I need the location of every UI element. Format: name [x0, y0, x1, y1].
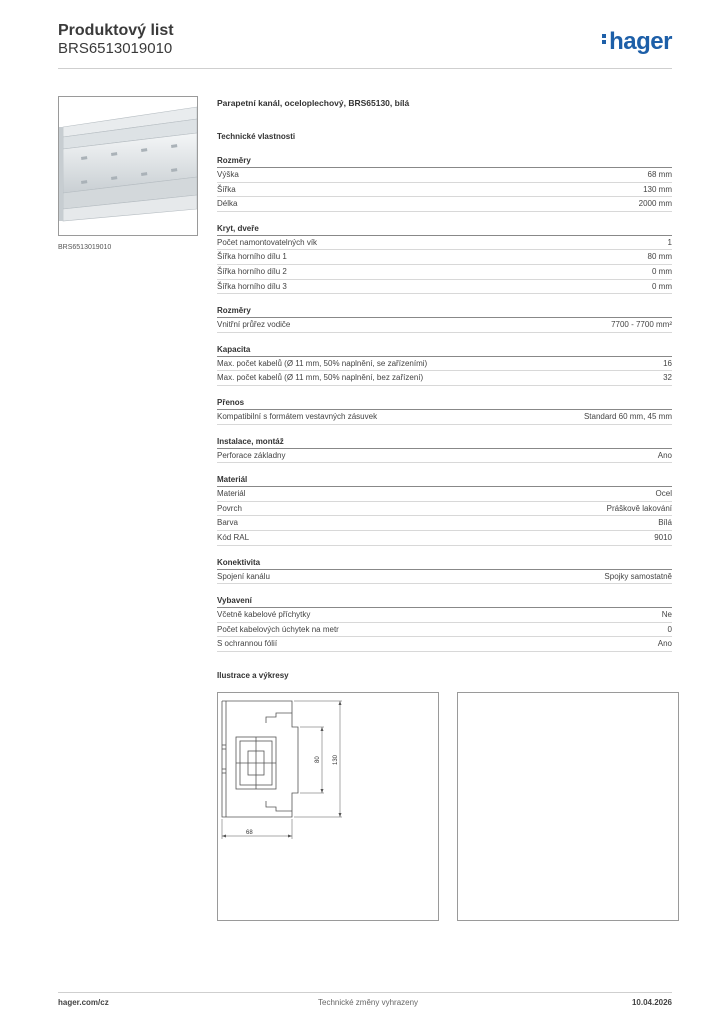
spec-row: [217, 608, 672, 623]
dim-width-label: 68: [246, 830, 253, 836]
section-heading: Vybavení: [217, 594, 672, 608]
spec-label: Šířka horního dílu 1: [217, 252, 287, 262]
spec-label: Počet kabelových úchytek na metr: [217, 624, 339, 634]
spec-value: 0: [667, 624, 672, 634]
spec-label: Šířka horního dílu 3: [217, 281, 287, 291]
spec-label: Max. počet kabelů (Ø 11 mm, 50% naplnění, bez zařízení): [217, 373, 424, 383]
spec-row: [217, 410, 672, 425]
spec-value: Ano: [657, 639, 672, 649]
spec-row: [217, 487, 672, 502]
dim-inner-label: 80: [315, 756, 321, 763]
spec-label: Kompatibilní s formátem vestavných zásuvek: [217, 411, 378, 421]
footer-divider: [58, 992, 672, 993]
spec-row: [217, 236, 672, 251]
section-heading: Rozměry: [217, 154, 672, 168]
spec-value: Bílá: [658, 518, 672, 528]
hager-logo: [602, 28, 672, 56]
footer-date: 10.04.2026: [631, 998, 672, 1007]
spec-label: Délka: [217, 199, 238, 209]
spec-row: [217, 168, 672, 183]
spec-value: Spojky samostatně: [604, 571, 672, 581]
spec-label: Šířka: [217, 184, 236, 194]
spec-value: Ocel: [655, 489, 672, 499]
spec-sections: [217, 154, 672, 652]
spec-row: [217, 371, 672, 386]
drawing-box: [217, 692, 439, 921]
spec-value: Ano: [657, 450, 672, 460]
spec-row: [217, 197, 672, 212]
drawing-box-empty: [457, 692, 679, 921]
spec-label: Výška: [217, 170, 239, 179]
photo-caption: BRS6513019010: [58, 244, 112, 251]
spec-row: [217, 637, 672, 652]
footer-notice: Technické změny vyhrazeny: [318, 998, 419, 1007]
spec-value: 1: [667, 237, 672, 247]
technical-properties-title: Technické vlastnosti: [217, 132, 296, 141]
spec-row: [217, 570, 672, 585]
dim-height-label: 130: [333, 754, 339, 765]
footer-website[interactable]: hager.com/cz: [58, 998, 109, 1007]
spec-label: Včetně kabelové příchytky: [217, 610, 311, 620]
product-name: Parapetní kanál, oceloplechový, BRS65130, bílá: [217, 98, 410, 108]
spec-row: [217, 280, 672, 295]
product-photo: [58, 96, 198, 236]
spec-label: Max. počet kabelů (Ø 11 mm, 50% naplnění, se zařízeními): [217, 358, 428, 368]
article-number: BRS6513019010: [58, 40, 173, 57]
spec-label: Spojení kanálu: [217, 571, 270, 581]
spec-value: 68 mm: [647, 170, 672, 179]
section-heading: Instalace, montáž: [217, 435, 672, 449]
section-heading: Kapacita: [217, 343, 672, 357]
spec-value: 130 mm: [643, 184, 672, 194]
spec-value: 0 mm: [652, 281, 672, 291]
spec-value: Standard 60 mm, 45 mm: [583, 411, 672, 421]
logo-dots-icon: [602, 32, 607, 46]
section-heading: Konektivita: [217, 556, 672, 570]
spec-row: [217, 250, 672, 265]
section-heading: Kryt, dveře: [217, 222, 672, 236]
spec-row: [217, 516, 672, 531]
spec-value: 0 mm: [652, 266, 672, 276]
section-heading: Materiál: [217, 473, 672, 487]
spec-row: [217, 449, 672, 464]
spec-label: S ochrannou fólií: [217, 639, 278, 649]
cross-section-drawing: [218, 693, 438, 920]
spec-row: [217, 357, 672, 372]
spec-label: Barva: [217, 518, 238, 528]
spec-row: [217, 318, 672, 333]
spec-value: Práškově lakování: [606, 503, 672, 513]
spec-row: [217, 183, 672, 198]
illustrations-title: Ilustrace a výkresy: [217, 671, 289, 680]
spec-value: 9010: [654, 532, 672, 542]
spec-row: [217, 531, 672, 546]
spec-row: [217, 502, 672, 517]
spec-value: 80 mm: [647, 252, 672, 262]
cable-duct-image-icon: [59, 97, 197, 235]
spec-label: Materiál: [217, 489, 246, 499]
spec-label: Šířka horního dílu 2: [217, 266, 287, 276]
spec-value: 7700 - 7700 mm²: [611, 320, 672, 330]
spec-label: Vnitřní průřez vodiče: [217, 320, 291, 330]
logo-text: hager: [609, 28, 672, 55]
header-divider: [58, 68, 672, 69]
spec-row: [217, 265, 672, 280]
spec-value: 16: [663, 358, 672, 368]
section-heading: Rozměry: [217, 304, 672, 318]
spec-value: 32: [663, 373, 672, 383]
spec-label: Povrch: [217, 503, 242, 513]
spec-label: Počet namontovatelných vík: [217, 237, 318, 247]
spec-label: Kód RAL: [217, 532, 250, 542]
spec-label: Perforace základny: [217, 450, 286, 460]
page-title: Produktový list: [58, 22, 174, 39]
spec-value: 2000 mm: [638, 199, 672, 209]
spec-content: [217, 96, 672, 652]
spec-row: [217, 623, 672, 638]
section-heading: Přenos: [217, 396, 672, 410]
spec-value: Ne: [661, 610, 672, 620]
